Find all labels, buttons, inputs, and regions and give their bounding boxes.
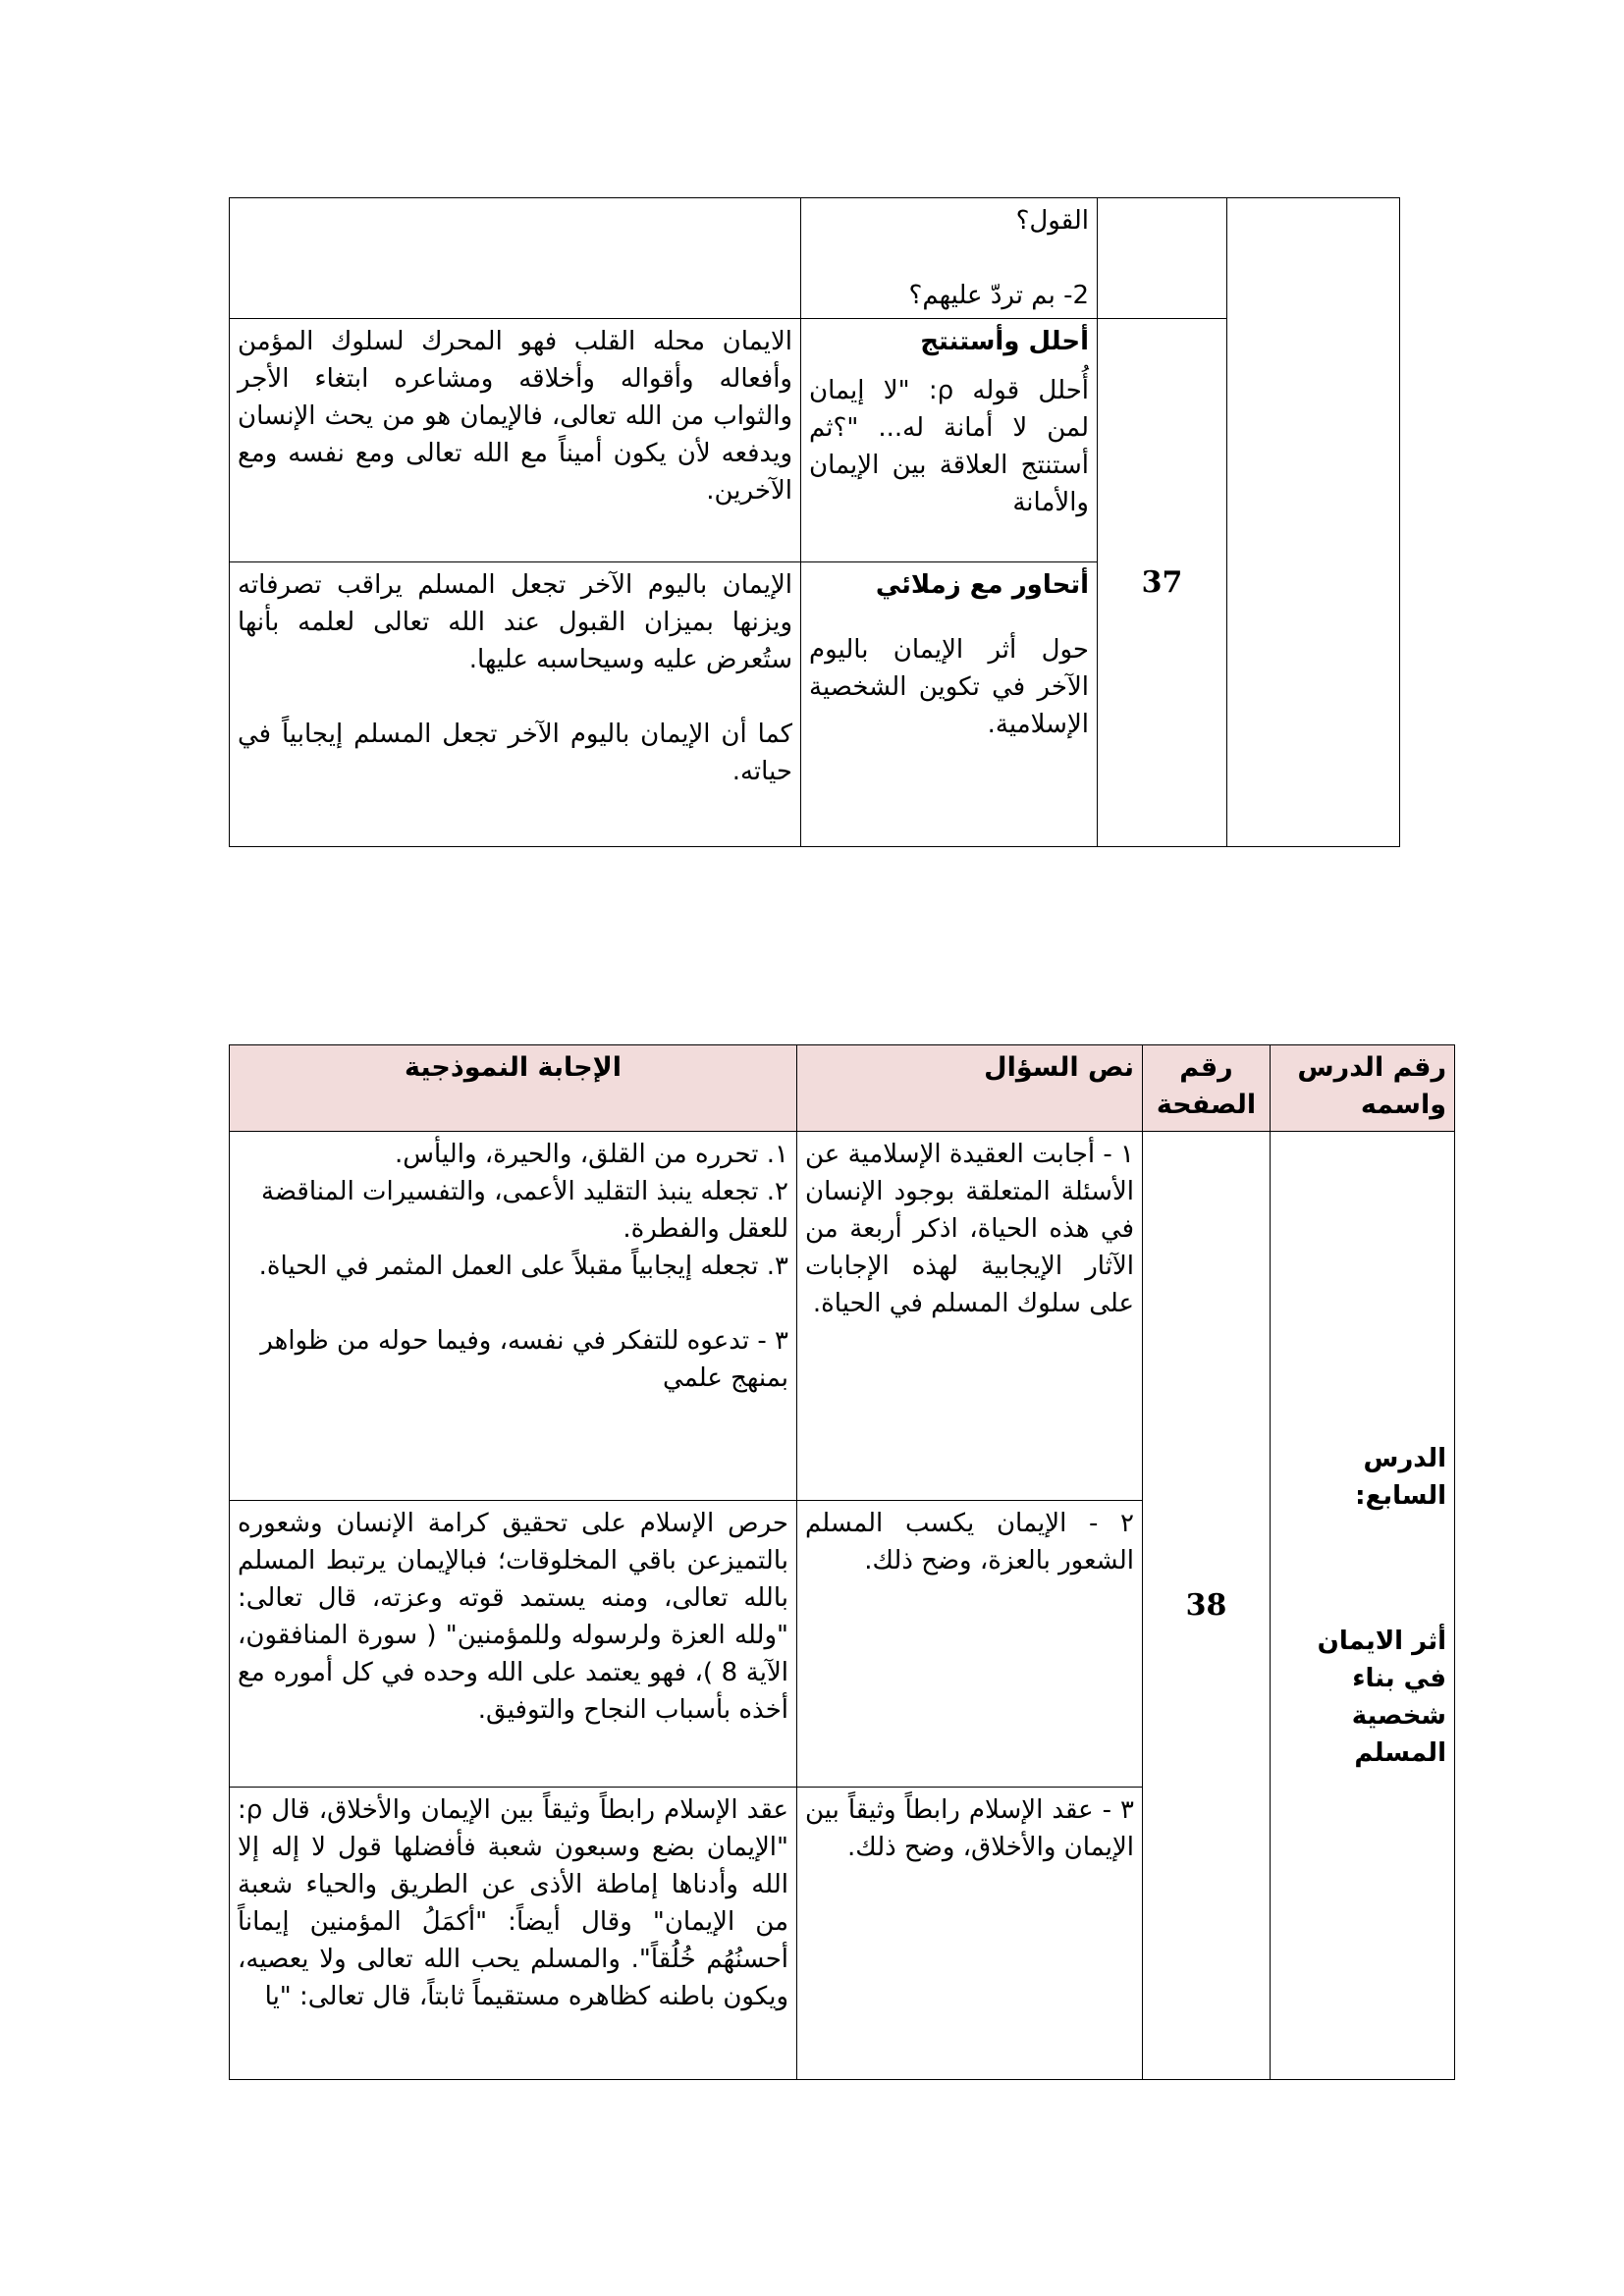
spacer <box>809 240 1089 277</box>
lesson-name: أثر الايمان في بناء شخصية المسلم <box>1308 1626 1446 1768</box>
table-row <box>230 319 1400 562</box>
answer-paragraph: الإيمان باليوم الآخر تجعل المسلم يراقب تصرفاته ويزنها بميزان القبول عند الله تعالى لعلمه بأنها ستُعرض عليه وسيحاسبه عليها. <box>229 570 792 674</box>
page-number: 37 <box>1098 319 1227 847</box>
question-body: حول أثر الإيمان باليوم الآخر في تكوين الشخصية الإسلامية. <box>800 635 1089 739</box>
question-cell <box>797 1132 1143 1501</box>
answer-item: ٢. تجعله ينبذ التقليد الأعمى، والتفسيرات المناقضة للعقل والفطرة. <box>260 1177 788 1244</box>
question-cell <box>801 198 1098 319</box>
answer-cell <box>230 1501 797 1788</box>
question-line: القول؟ <box>1015 206 1089 236</box>
spacer <box>238 678 792 716</box>
question-text: ١ - أجابت العقيدة الإسلامية عن الأسئلة المتعلقة بوجود الإنسان في هذه الحياة، اذكر أربعة من الآثار الإيجابية لهذه الإجابات على سلوك المسلم في الحياة. <box>805 1140 1134 1318</box>
question-text: ٣ - عقد الإسلام رابطاً وثيقاً بين الإيمان والأخلاق، وضح ذلك. <box>805 1795 1134 1862</box>
spacer <box>809 604 1089 631</box>
answer-text: عقد الإسلام رابطاً وثيقاً بين الإيمان والأخلاق، قال ρ: "الإيمان بضع وسبعون شعبة فأفضلها قول لا إله إلا الله وأدناها إماطة الأذى عن الطريق والحياء شعبة من الإيمان" وقال أيضاً: "أكمَلُ المؤمنين إيماناً أحسنُهُم خُلُقاً". والمسلم يحب الله تعالى ولا يعصيه، ويكون باطنه كظاهره مستقيماً ثابتاً، قال تعالى: "يا <box>238 1795 788 2011</box>
table-row <box>230 198 1400 319</box>
header-answer: الإجابة النموذجية <box>230 1045 797 1132</box>
question-cell <box>797 1788 1143 2080</box>
answer-paragraph: كما أن الإيمان باليوم الآخر تجعل المسلم إيجابياً في حياته. <box>229 720 792 786</box>
answer-cell <box>230 562 801 847</box>
answer-item: ٣. تجعله إيجابياً مقبلاً على العمل المثمر في الحياة. <box>258 1252 788 1281</box>
header-row <box>230 1045 1455 1132</box>
answer-item: ٣ - تدعوه للتفكر في نفسه، وفيما حوله من ظواهر بمنهج علمي <box>260 1326 788 1393</box>
lesson-cell <box>1227 198 1400 847</box>
top-table <box>229 197 1400 847</box>
question-body: أُحلل قوله ρ: "لا إيمان لمن لا أمانة له... "؟ثم أستنتج العلاقة بين الإيمان والأمانة <box>800 376 1089 517</box>
spacer <box>238 1285 788 1322</box>
table-row <box>230 1132 1455 1501</box>
answer-text: الايمان محله القلب فهو المحرك لسلوك المؤمن وأفعاله وأقواله وأخلاقه ومشاعره ابتغاء الأجر والثواب من الله تعالى، فالإيمان هو من يحث الإنسان ويدفعه لأن يكون أميناً مع الله تعالى ومع نفسه ومع الآخرين. <box>238 327 792 506</box>
page-number: 38 <box>1143 1132 1271 2080</box>
page-cell-empty <box>1098 198 1227 319</box>
spacer <box>1278 1515 1446 1623</box>
question-text: ٢ - الإيمان يكسب المسلم الشعور بالعزة، وضح ذلك. <box>805 1509 1134 1575</box>
question-cell <box>801 319 1098 562</box>
header-question: نص السؤال <box>797 1045 1143 1132</box>
question-cell <box>801 562 1098 847</box>
header-page: رقم الصفحة <box>1143 1045 1271 1132</box>
question-heading: أتحاور مع زملائي <box>875 570 1089 600</box>
lesson-title: الدرس السابع: <box>1354 1443 1446 1511</box>
question-line: 2- بم تردّ عليهم؟ <box>908 281 1089 310</box>
answer-cell <box>230 1132 797 1501</box>
lesson-cell <box>1271 1132 1455 2080</box>
question-cell <box>797 1501 1143 1788</box>
answer-text: حرص الإسلام على تحقيق كرامة الإنسان وشعوره بالتميزعن باقي المخلوقات؛ فبالإيمان يرتبط المسلم بالله تعالى، ومنه يستمد قوته وعزته، قال تعالى: "ولله العزة ولرسوله وللمؤمنين" ( سورة المنافقون، الآية 8 )، فهو يعتمد على الله وحده في كل أموره مع أخذه بأسباب النجاح والتوفيق. <box>238 1509 789 1725</box>
header-lesson: رقم الدرس واسمه <box>1271 1045 1455 1132</box>
answer-cell <box>230 319 801 562</box>
answer-item: ١. تحرره من القلق، والحيرة، واليأس. <box>395 1140 788 1169</box>
spacer <box>809 360 1089 372</box>
question-heading: أحلل وأستنتج <box>920 327 1089 356</box>
answer-cell <box>230 198 801 319</box>
answer-cell <box>230 1788 797 2080</box>
bottom-table <box>229 1044 1455 2080</box>
